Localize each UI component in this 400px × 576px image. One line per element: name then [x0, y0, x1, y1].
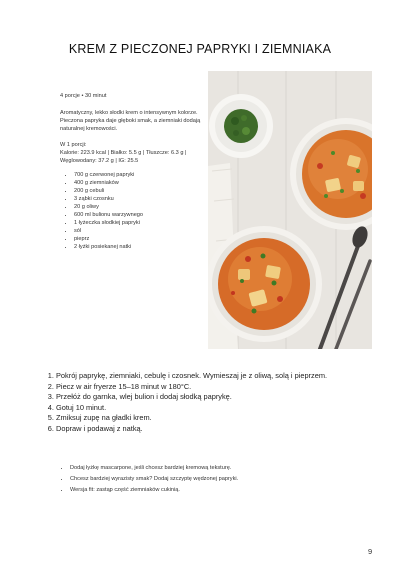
recipe-details	[60, 92, 208, 251]
step-item: 3. Przełóż do garnka, wlej bulion i dodaj słodką paprykę.	[56, 392, 396, 403]
ingredient-item: • 400 g ziemniaków	[74, 179, 208, 187]
tip-item: • Chcesz bardziej wyrazisty smak? Dodaj szczyptę wędzonej papryki.	[70, 474, 370, 485]
nutrition-label: W 1 porcji:	[60, 142, 87, 148]
step-item: 6. Dopraw i podawaj z natką.	[56, 424, 396, 435]
ingredient-item: • 2 łyżki posiekanej natki	[74, 243, 208, 251]
ingredient-item: • 200 g cebuli	[74, 187, 208, 195]
step-item: 4. Gotuj 10 minut.	[56, 403, 396, 414]
step-item: 5. Zmiksuj zupę na gładki krem.	[56, 413, 396, 424]
ingredients-list	[60, 171, 208, 251]
ingredient-item: • 700 g czerwonej papryki	[74, 171, 208, 179]
ingredient-item: • 20 g oliwy	[74, 203, 208, 211]
ingredient-item: • 3 ząbki czosnku	[74, 195, 208, 203]
ingredient-item: • 600 ml bulionu warzywnego	[74, 211, 208, 219]
nutrition-facts: Kalorie: 223.9 kcal | Białko: 5.5 g | Tłuszcze: 6.3 g | Węglowodany: 37.2 g | IG: 25.5	[60, 150, 187, 164]
soup-illustration	[208, 71, 372, 349]
soup-photo	[208, 71, 372, 349]
ingredient-item: • 1 łyżeczka słodkiej papryki	[74, 219, 208, 227]
recipe-description: Aromatyczny, lekko słodki krem o intensywnym kolorze. Pieczona papryka daje głęboki smak, a ziemniaki dodają naturalnej kremowości.	[60, 110, 201, 132]
tip-item: • Wersja fit: zastąp część ziemniaków cukinią.	[70, 485, 370, 496]
tips-list	[58, 463, 370, 496]
step-item: 1. Pokrój paprykę, ziemniaki, cebulę i czosnek. Wymieszaj je z oliwą, solą i pieprzem.	[56, 371, 396, 382]
step-item: 2. Piecz w air fryerze 15–18 minut w 180°C.	[56, 382, 396, 393]
ingredient-item: • pieprz	[74, 235, 208, 243]
page-number: 9	[368, 547, 373, 556]
recipe-title: KREM Z PIECZONEJ PAPRYKI I ZIEMNIAKA	[68, 42, 332, 56]
steps-list	[36, 371, 396, 434]
tip-item: • Dodaj łyżkę mascarpone, jeśli chcesz bardziej kremową teksturę.	[70, 463, 370, 474]
servings-time: 4 porcje • 30 minut	[60, 93, 107, 99]
ingredient-item: • sól	[74, 227, 208, 235]
